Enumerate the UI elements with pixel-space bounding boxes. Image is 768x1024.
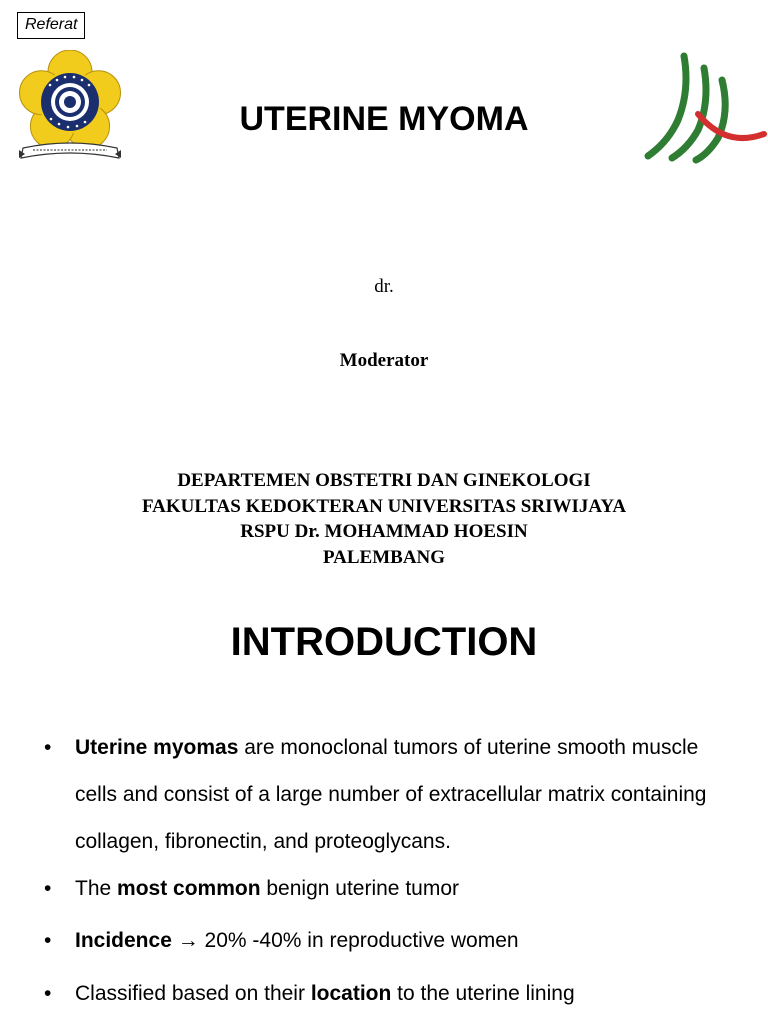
bold-term: location: [310, 982, 392, 1005]
list-item: [0, 724, 768, 865]
introduction-slide: [0, 590, 768, 1024]
bold-term: Uterine myomas: [75, 736, 239, 759]
list-item: [0, 875, 768, 903]
department-line: DEPARTEMEN OBSTETRI DAN GINEKOLOGI: [177, 470, 591, 491]
bullet-icon: •: [44, 929, 52, 952]
bullet-icon: •: [44, 982, 52, 1005]
moderator-line: Moderator: [339, 350, 429, 371]
bullet-text: 20% -40% in reproductive women: [198, 929, 519, 952]
city-line: PALEMBANG: [322, 546, 446, 568]
arrow-icon: →: [177, 929, 199, 952]
bold-term: Incidence: [75, 929, 172, 952]
doctor-line: dr.: [374, 276, 394, 297]
page-title: UTERINE MYOMA: [239, 100, 529, 138]
bullet-text: are monoclonal tumors of uterine smooth muscle cells and consist of a large number of extracellular matrix containing collagen, fibronectin, and proteoglycans.: [75, 736, 707, 853]
referat-tag: Referat: [17, 12, 85, 39]
bullet-text-pre: Classified based on their: [75, 982, 311, 1005]
list-item: [0, 927, 768, 955]
bullet-text: to the uterine lining: [391, 982, 575, 1005]
bullet-icon: •: [44, 877, 52, 900]
department-block: [0, 468, 768, 570]
bold-term: most common: [117, 877, 261, 900]
section-title: INTRODUCTION: [230, 620, 538, 664]
bullet-text: benign uterine tumor: [260, 877, 460, 900]
department-logo: [638, 50, 768, 172]
bullet-icon: •: [44, 736, 52, 759]
bullet-list: [0, 724, 768, 1008]
faculty-line: FAKULTAS KEDOKTERAN UNIVERSITAS SRIWIJAYA: [141, 495, 627, 517]
hospital-line: RSPU Dr. MOHAMMAD HOESIN: [240, 521, 528, 542]
bullet-text-pre: The: [75, 877, 118, 900]
list-item: [0, 980, 768, 1008]
